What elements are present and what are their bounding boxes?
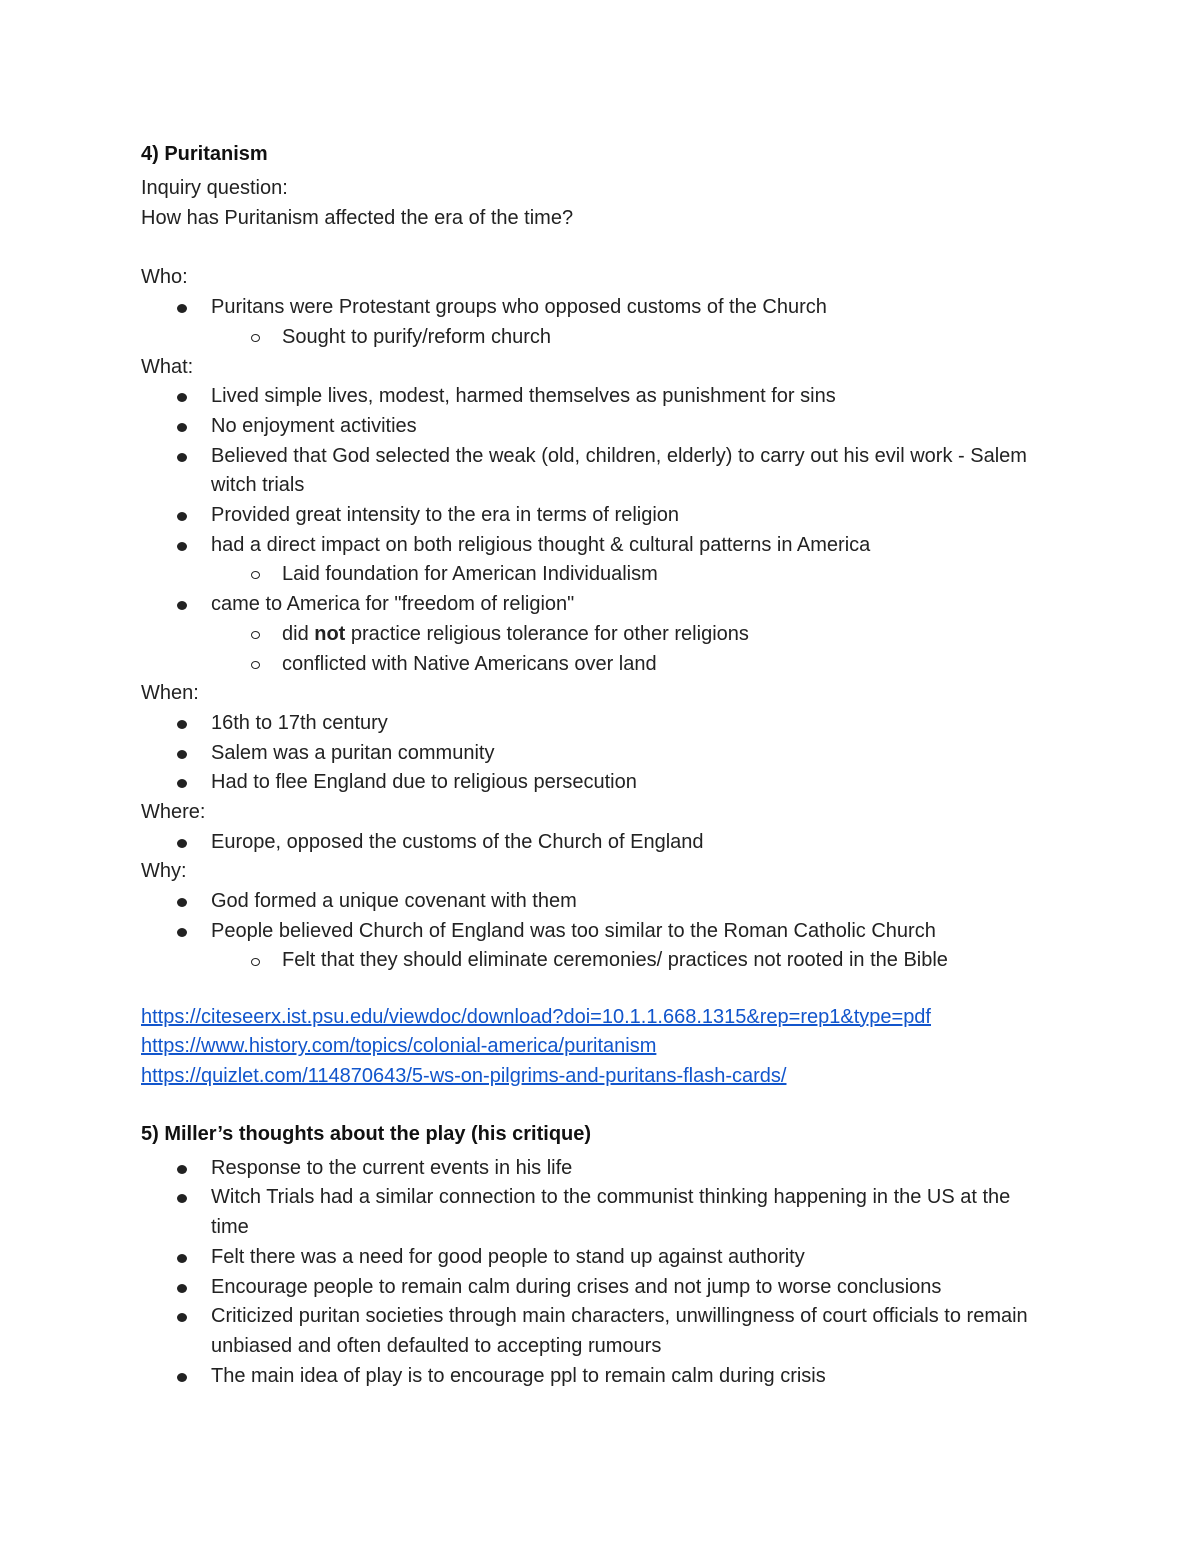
sub-list-item-tolerance bbox=[141, 620, 1061, 650]
list-item: Salem was a puritan community bbox=[141, 739, 1061, 769]
who-label: Who: bbox=[141, 266, 188, 289]
list-item: Response to the current events in his life bbox=[141, 1154, 1061, 1184]
sub-list-item: Felt that they should eliminate ceremonies/ practices not rooted in the Bible bbox=[141, 947, 1061, 973]
reference-link-citeseerx[interactable]: https://citeseerx.ist.psu.edu/viewdoc/download?doi=10.1.1.668.1315&rep=rep1&type=pdf bbox=[141, 1005, 931, 1028]
who-list bbox=[141, 293, 1061, 352]
list-item: came to America for "freedom of religion" bbox=[141, 590, 1061, 620]
inquiry-question: How has Puritanism affected the era of the time? bbox=[141, 206, 574, 229]
why-label: Why: bbox=[141, 860, 187, 883]
when-list bbox=[141, 709, 1061, 798]
list-item: Europe, opposed the customs of the Church of England bbox=[141, 828, 1061, 858]
tolerance-pre: did bbox=[282, 622, 315, 645]
inquiry-label: Inquiry question: bbox=[141, 177, 288, 199]
what-label: What: bbox=[141, 355, 194, 378]
list-item: Lived simple lives, modest, harmed themselves as punishment for sins bbox=[141, 382, 1061, 412]
reference-link-quizlet[interactable]: https://quizlet.com/114870643/5-ws-on-pilgrims-and-puritans-flash-cards/ bbox=[141, 1064, 787, 1087]
document-page bbox=[141, 138, 1061, 1391]
reference-link-history[interactable]: https://www.history.com/topics/colonial-america/puritanism bbox=[141, 1035, 657, 1058]
sub-list-item: Sought to purify/reform church bbox=[141, 323, 1061, 353]
list-item: Believed that God selected the weak (old, children, elderly) to carry out his evil work - Salem witch trials bbox=[141, 442, 1031, 501]
when-label: When: bbox=[141, 682, 199, 705]
list-item: People believed Church of England was too similar to the Roman Catholic Church bbox=[141, 917, 1061, 947]
list-item: Puritans were Protestant groups who opposed customs of the Church bbox=[141, 293, 1061, 323]
list-item: had a direct impact on both religious thought & cultural patterns in America bbox=[141, 531, 1061, 561]
tolerance-post: practice religious tolerance for other religions bbox=[345, 622, 749, 645]
list-item: The main idea of play is to encourage ppl to remain calm during crisis bbox=[141, 1362, 1061, 1392]
tolerance-bold: not bbox=[314, 622, 346, 645]
list-item: God formed a unique covenant with them bbox=[141, 887, 1061, 917]
list-item: Encourage people to remain calm during crises and not jump to worse conclusions bbox=[141, 1273, 1061, 1303]
why-list bbox=[141, 887, 1061, 972]
what-list bbox=[141, 382, 1061, 679]
list-item: No enjoyment activities bbox=[141, 412, 1061, 442]
list-item: Had to flee England due to religious persecution bbox=[141, 768, 1061, 798]
miller-critique-list bbox=[141, 1154, 1061, 1392]
list-item: 16th to 17th century bbox=[141, 709, 1061, 739]
section-4-heading: 4) Puritanism bbox=[141, 143, 268, 165]
list-item: Witch Trials had a similar connection to the communist thinking happening in the US at the time bbox=[141, 1183, 1051, 1242]
sub-list-item: conflicted with Native Americans over land bbox=[141, 650, 1061, 680]
list-item: Felt there was a need for good people to stand up against authority bbox=[141, 1243, 1061, 1273]
sub-list-item: Laid foundation for American Individualism bbox=[141, 560, 1061, 590]
list-item: Criticized puritan societies through main characters, unwillingness of court officials to remain unbiased and often defaulted to accepting rumours bbox=[141, 1302, 1051, 1361]
where-list bbox=[141, 828, 1061, 858]
section-5-heading: 5) Miller’s thoughts about the play (his critique) bbox=[141, 1122, 592, 1145]
list-item: Provided great intensity to the era in terms of religion bbox=[141, 501, 1061, 531]
where-label: Where: bbox=[141, 801, 206, 824]
